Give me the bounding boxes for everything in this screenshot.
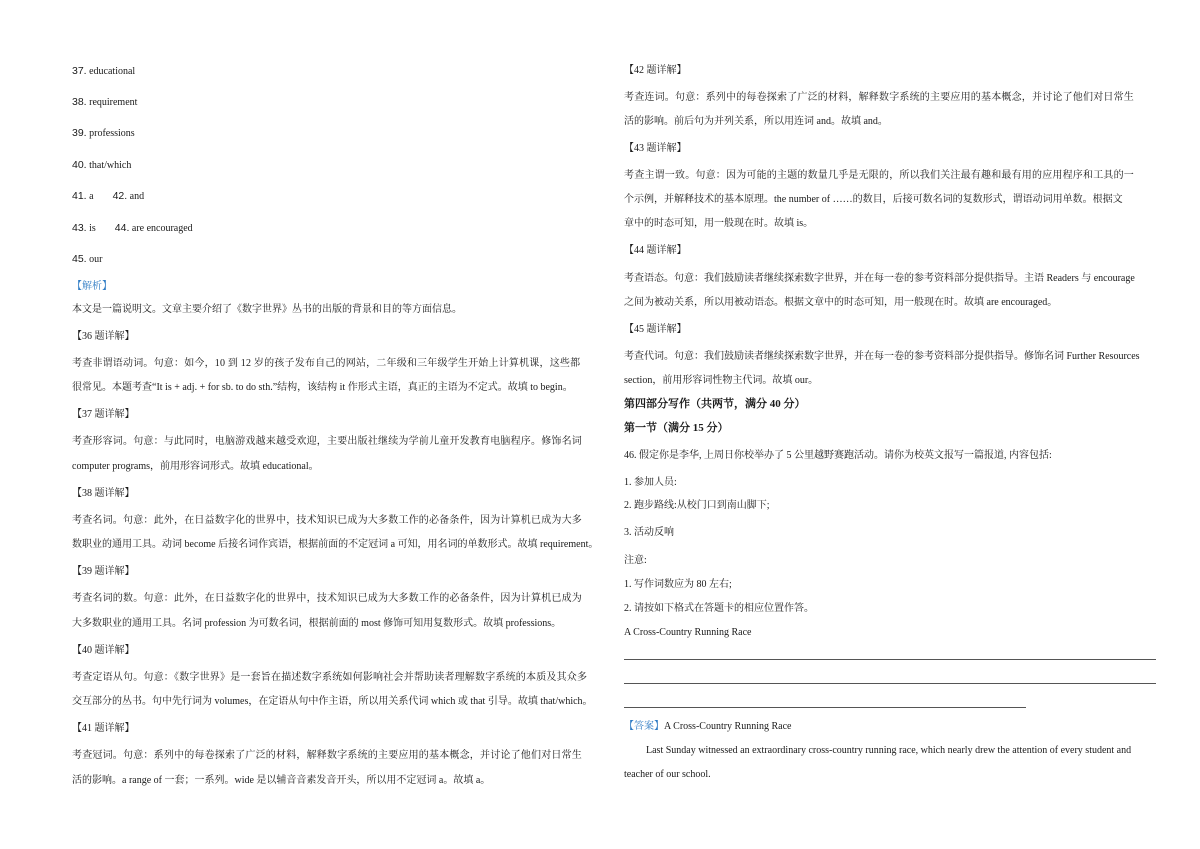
analysis-label: 【解析】	[72, 281, 112, 292]
answer-38: 38. requirement	[72, 96, 138, 108]
q41-heading: 【41 题详解】	[72, 723, 135, 734]
q41-line-1: 考查冠词。句意：系列中的每卷探索了广泛的材料，解释数字系统的主要应用的基本概念，并讨论了他们对日常生	[72, 750, 582, 761]
q39-line-2: 大多数职业的通用工具。名词 profession 为可数名词，根据前面的 most 修饰可知用复数形式。故填 professions。	[72, 618, 562, 629]
answer-39: 39. professions	[72, 127, 135, 139]
q37-heading: 【37 题详解】	[72, 409, 135, 420]
q43-line-1: 考查主谓一致。句意：因为可能的主题的数量几乎是无限的，所以我们关注最有趣和最有用的应用程序和工具的一	[624, 170, 1134, 181]
writing-line-2	[624, 683, 1156, 684]
writing-line-1	[624, 659, 1156, 660]
answer-heading	[624, 720, 792, 734]
q36-line-2: 很常见。本题考查“It is + adj. + for sb. to do sth.”结构，该结构 it 作形式主语，真正的主语为不定式。故填 to begin。	[72, 382, 573, 393]
answer-title: A Cross-Country Running Race	[664, 721, 792, 732]
q37-line-2: computer programs，前用形容词形式。故填 educational。	[72, 461, 319, 472]
q44-heading: 【44 题详解】	[624, 245, 687, 256]
q42-line-1: 考查连词。句意：系列中的每卷探索了广泛的材料，解释数字系统的主要应用的基本概念，并讨论了他们对日常生	[624, 92, 1134, 103]
q38-line-1: 考查名词。句意：此外，在日益数字化的世界中，技术知识已成为大多数工作的必备条件，因为计算机已成为大多	[72, 515, 582, 526]
q43-heading: 【43 题详解】	[624, 143, 687, 154]
q44-line-1: 考查语态。句意：我们鼓励读者继续探索数字世界，并在每一卷的参考资料部分提供指导。主语 Readers 与 encourage	[624, 273, 1135, 284]
analysis-text: 本文是一篇说明文。文章主要介绍了《数字世界》丛书的出版的背景和目的等方面信息。	[72, 304, 462, 315]
q41-line-2: 活的影响。a range of 一套；一系列。wide 是以辅音音素发音开头，所以用不定冠词 a。故填 a。	[72, 775, 491, 786]
answer-43-44: 43. is 44. are encouraged	[72, 222, 193, 234]
answer-line-2: teacher of our school.	[624, 769, 711, 780]
notes-label: 注意:	[624, 555, 647, 566]
note-2: 2. 请按如下格式在答题卡的相应位置作答。	[624, 603, 814, 614]
answer-line-1: Last Sunday witnessed an extraordinary cross-country running race, which nearly drew the attention of every student and	[646, 745, 1132, 756]
answer-label: 【答案】	[624, 721, 664, 732]
q40-heading: 【40 题详解】	[72, 645, 135, 656]
q43-line-2: 个示例，并解释技术的基本原理。the number of ……的数目，后接可数名词的复数形式，谓语动词用单数。根据文	[624, 194, 1123, 205]
answer-45: 45. our	[72, 253, 103, 265]
q45-line-2: section，前用形容词性物主代词。故填 our。	[624, 375, 819, 386]
q44-line-2: 之间为被动关系，所以用被动语态。根据文章中的时态可知，用一般现在时。故填 are encouraged。	[624, 297, 1058, 308]
q46-prompt: 46. 假定你是李华, 上周日你校举办了 5 公里越野赛跑活动。请你为校英文报写一篇报道, 内容包括:	[624, 450, 1052, 461]
q40-line-1: 考查定语从句。句意：《数字世界》是一套旨在描述数字系统如何影响社会并帮助读者理解数字系统的本质及其众多	[72, 672, 588, 683]
q45-heading: 【45 题详解】	[624, 324, 687, 335]
q43-line-3: 章中的时态可知，用一般现在时。故填 is。	[624, 218, 814, 229]
q45-line-1: 考查代词。句意：我们鼓励读者继续探索数字世界，并在每一卷的参考资料部分提供指导。修饰名词 Further Resources	[624, 351, 1140, 362]
q38-heading: 【38 题详解】	[72, 488, 135, 499]
q42-line-2: 活的影响。前后句为并列关系，所以用连词 and。故填 and。	[624, 116, 888, 127]
writing-line-3	[624, 707, 1026, 708]
section1-title: 第一节（满分 15 分）	[624, 422, 729, 434]
q36-heading: 【36 题详解】	[72, 331, 135, 342]
part4-title: 第四部分写作（共两节，满分 40 分）	[624, 398, 806, 410]
answer-40: 40. that/which	[72, 159, 132, 171]
note-1: 1. 写作词数应为 80 左右;	[624, 579, 732, 590]
essay-title: A Cross-Country Running Race	[624, 627, 752, 638]
answer-37: 37. educational	[72, 65, 136, 77]
q42-heading: 【42 题详解】	[624, 65, 687, 76]
q39-line-1: 考查名词的数。句意：此外，在日益数字化的世界中，技术知识已成为大多数工作的必备条件，因为计算机已成为	[72, 593, 582, 604]
item-1: 1. 参加人员:	[624, 477, 677, 488]
q39-heading: 【39 题详解】	[72, 566, 135, 577]
q37-line-1: 考查形容词。句意：与此同时，电脑游戏越来越受欢迎，主要出版社继续为学前儿童开发教育电脑程序。修饰名词	[72, 436, 582, 447]
item-2: 2. 跑步路线:从校门口到南山脚下;	[624, 500, 770, 511]
q38-line-2: 数职业的通用工具。动词 become 后接名词作宾语，根据前面的不定冠词 a 可知，用名词的单数形式。故填 requirement。	[72, 539, 599, 550]
q36-line-1: 考查非谓语动词。句意：如今，10 到 12 岁的孩子发布自己的网站，二年级和三年级学生开始上计算机课，这些都	[72, 358, 581, 369]
q40-line-2: 交互部分的丛书。句中先行词为 volumes，在定语从句中作主语，所以用关系代词 which 或 that 引导。故填 that/which。	[72, 696, 593, 707]
answer-41-42: 41. a 42. and	[72, 190, 145, 202]
item-3: 3. 活动反响	[624, 527, 674, 538]
